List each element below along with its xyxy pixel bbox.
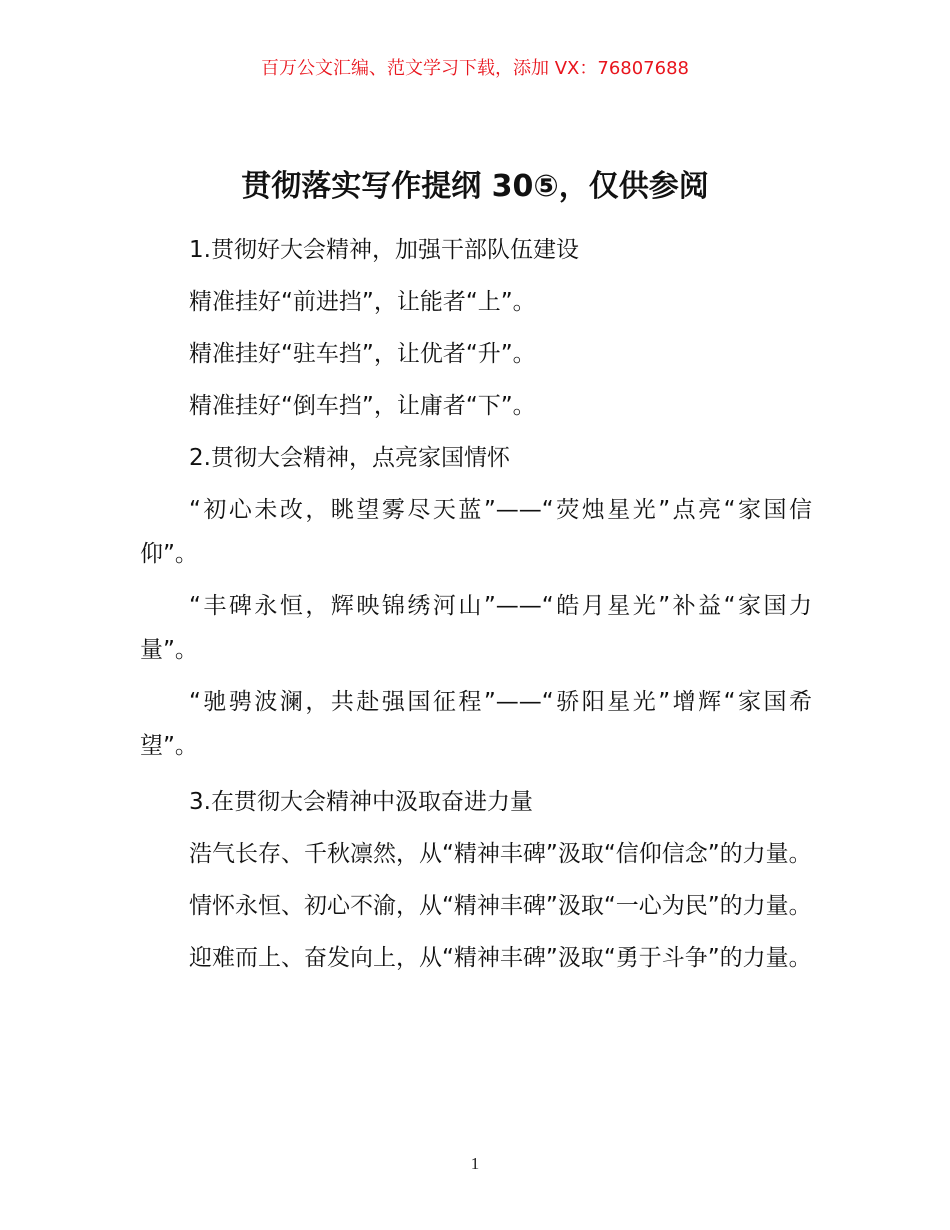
document-body (140, 224, 812, 988)
watermark-banner: 百万公文汇编、范文学习下载，添加 VX：76807688 (261, 58, 689, 79)
list-item: 精准挂好“倒车挡”，让庸者“下”。 (189, 393, 536, 419)
list-item: 情怀永恒、初心不渝，从“精神丰碑”汲取“一心为民”的力量。 (189, 893, 812, 919)
list-item: 精准挂好“前进挡”，让能者“上”。 (189, 289, 536, 315)
section-heading: 2.贯彻大会精神，点亮家国情怀 (189, 445, 510, 471)
list-item: “驰骋波澜，共赴强国征程”——“骄阳星光”增辉“家国希望”。 (140, 689, 812, 759)
list-item: “初心未改，眺望雾尽天蓝”——“荧烛星光”点亮“家国信仰”。 (140, 497, 812, 567)
section-heading: 1.贯彻好大会精神，加强干部队伍建设 (189, 237, 579, 263)
list-item: 精准挂好“驻车挡”，让优者“升”。 (189, 341, 536, 367)
section-heading: 3.在贯彻大会精神中汲取奋进力量 (189, 789, 533, 815)
list-item: 迎难而上、奋发向上，从“精神丰碑”汲取“勇于斗争”的力量。 (189, 945, 812, 971)
list-item: 浩气长存、千秋凛然，从“精神丰碑”汲取“信仰信念”的力量。 (189, 841, 812, 867)
document-title: 贯彻落实写作提纲 30⑤，仅供参阅 (241, 169, 709, 204)
list-item: “丰碑永恒，辉映锦绣河山”——“皓月星光”补益“家国力量”。 (140, 593, 812, 663)
page-number: 1 (470, 1154, 480, 1173)
